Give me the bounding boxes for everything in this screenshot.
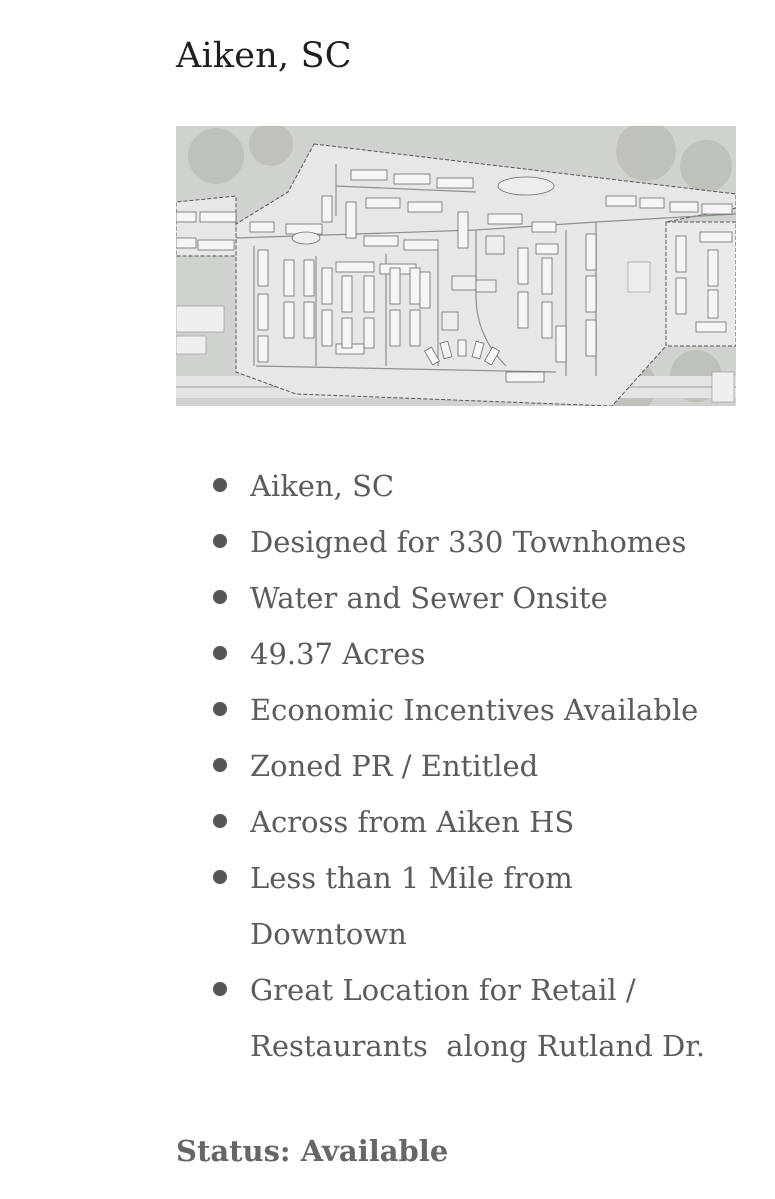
status-text: Status: Available [176,1134,449,1168]
list-item [250,794,750,850]
list-item [250,626,750,682]
feature-text-line2: Downtown [250,917,407,951]
feature-text-line1: Less than 1 Mile from [250,861,573,895]
list-item [250,514,750,570]
page-title: Aiken, SC [176,36,352,76]
bullet-icon [213,478,227,492]
list-item [250,850,750,962]
feature-text: Aiken, SC [250,469,395,503]
list-item [250,738,750,794]
list-item [250,570,750,626]
feature-text: Designed for 330 Townhomes [250,525,687,559]
feature-text: Across from Aiken HS [250,805,575,839]
feature-list [250,458,750,1074]
list-item [250,682,750,738]
bullet-icon [213,758,227,772]
feature-text: 49.37 Acres [250,637,426,671]
site-plan-image [176,126,736,406]
bullet-icon [213,702,227,716]
feature-text: Water and Sewer Onsite [250,581,608,615]
bullet-icon [213,814,227,828]
feature-text: Zoned PR / Entitled [250,749,539,783]
bullet-icon [213,590,227,604]
bullet-icon [213,534,227,548]
bullet-icon [213,982,227,996]
feature-text-line2: Restaurants along Rutland Dr. [250,1029,706,1063]
list-item [250,962,750,1074]
feature-text-line1: Great Location for Retail / [250,973,636,1007]
feature-text: Economic Incentives Available [250,693,699,727]
list-item [250,458,750,514]
bullet-icon [213,870,227,884]
bullet-icon [213,646,227,660]
